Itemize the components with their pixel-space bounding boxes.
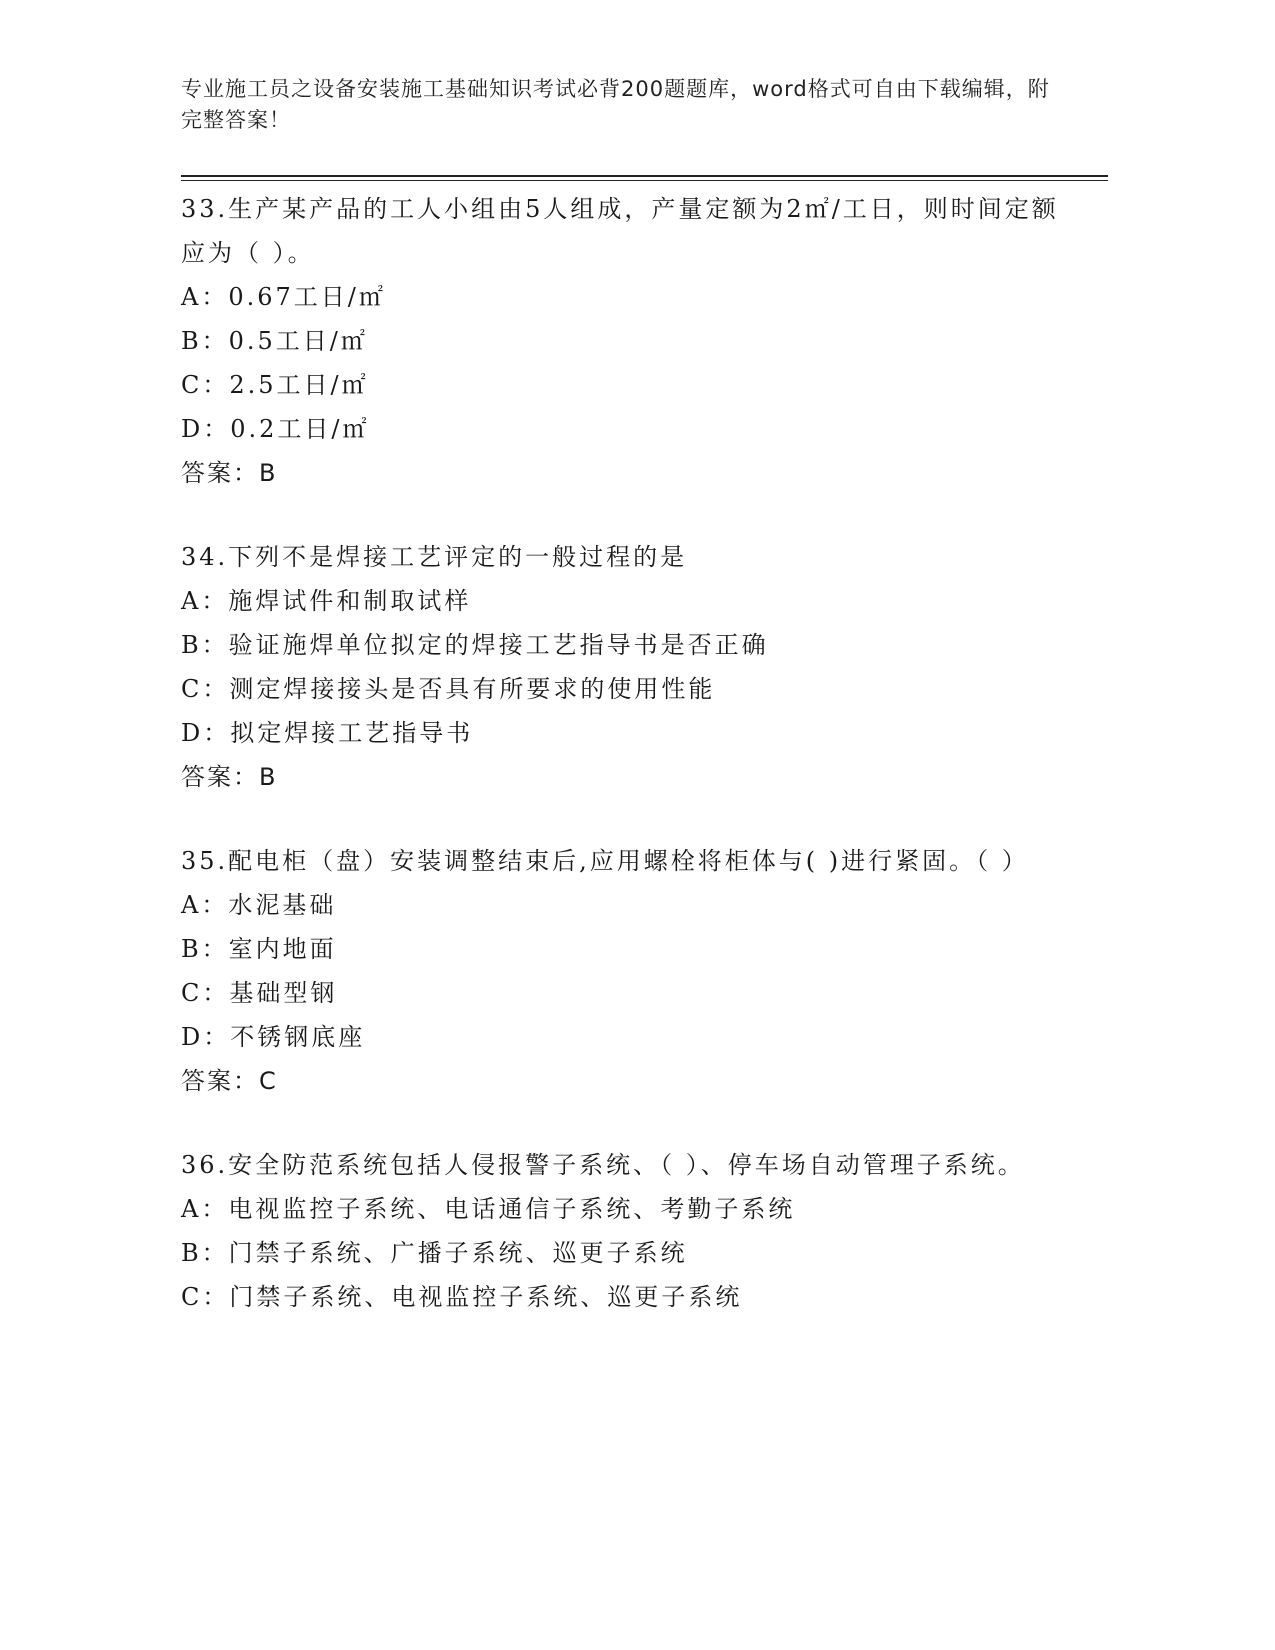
option-a: A：施焊试件和制取试样 [181, 587, 472, 615]
question-36 [181, 1143, 1061, 1319]
option-a: A：0.67工日/㎡ [181, 283, 386, 311]
question-33 [181, 187, 1061, 495]
answer-line: 答案：B [181, 459, 278, 487]
question-stem: 34.下列不是焊接工艺评定的一般过程的是 [181, 543, 688, 571]
header-divider-thin [181, 180, 1108, 181]
option-c: C：2.5工日/㎡ [181, 371, 369, 399]
option-b: B：0.5工日/㎡ [181, 327, 368, 355]
question-stem: 36.安全防范系统包括人侵报警子系统、（ ）、停车场自动管理子系统。 [181, 1151, 1025, 1179]
option-b: B：验证施焊单位拟定的焊接工艺指导书是否正确 [181, 631, 769, 659]
question-stem: 33.生产某产品的工人小组由5人组成，产量定额为2㎡/工日，则时间定额应为（ ）。 [181, 195, 1059, 267]
option-c: C：测定焊接接头是否具有所要求的使用性能 [181, 675, 716, 703]
option-b: B：室内地面 [181, 935, 337, 963]
option-a: A：水泥基础 [181, 891, 337, 919]
answer-line: 答案：C [181, 1067, 278, 1095]
document-header: 专业施工员之设备安装施工基础知识考试必背200题题库，word格式可自由下载编辑，附完整答案！ [181, 77, 1050, 132]
option-d: D：0.2工日/㎡ [181, 415, 370, 443]
question-34 [181, 535, 1061, 799]
option-c: C：门禁子系统、电视监控子系统、巡更子系统 [181, 1283, 743, 1311]
question-stem: 35.配电柜（盘）安装调整结束后,应用螺栓将柜体与( )进行紧固。（ ） [181, 847, 1029, 875]
option-d: D：不锈钢底座 [181, 1023, 366, 1051]
question-35 [181, 839, 1061, 1103]
answer-line: 答案：B [181, 763, 278, 791]
option-b: B：门禁子系统、广播子系统、巡更子系统 [181, 1239, 688, 1267]
option-d: D：拟定焊接工艺指导书 [181, 719, 474, 747]
option-c: C：基础型钢 [181, 979, 338, 1007]
option-a: A：电视监控子系统、电话通信子系统、考勤子系统 [181, 1195, 796, 1223]
header-divider-thick [181, 175, 1108, 177]
question-list [181, 187, 1061, 1359]
